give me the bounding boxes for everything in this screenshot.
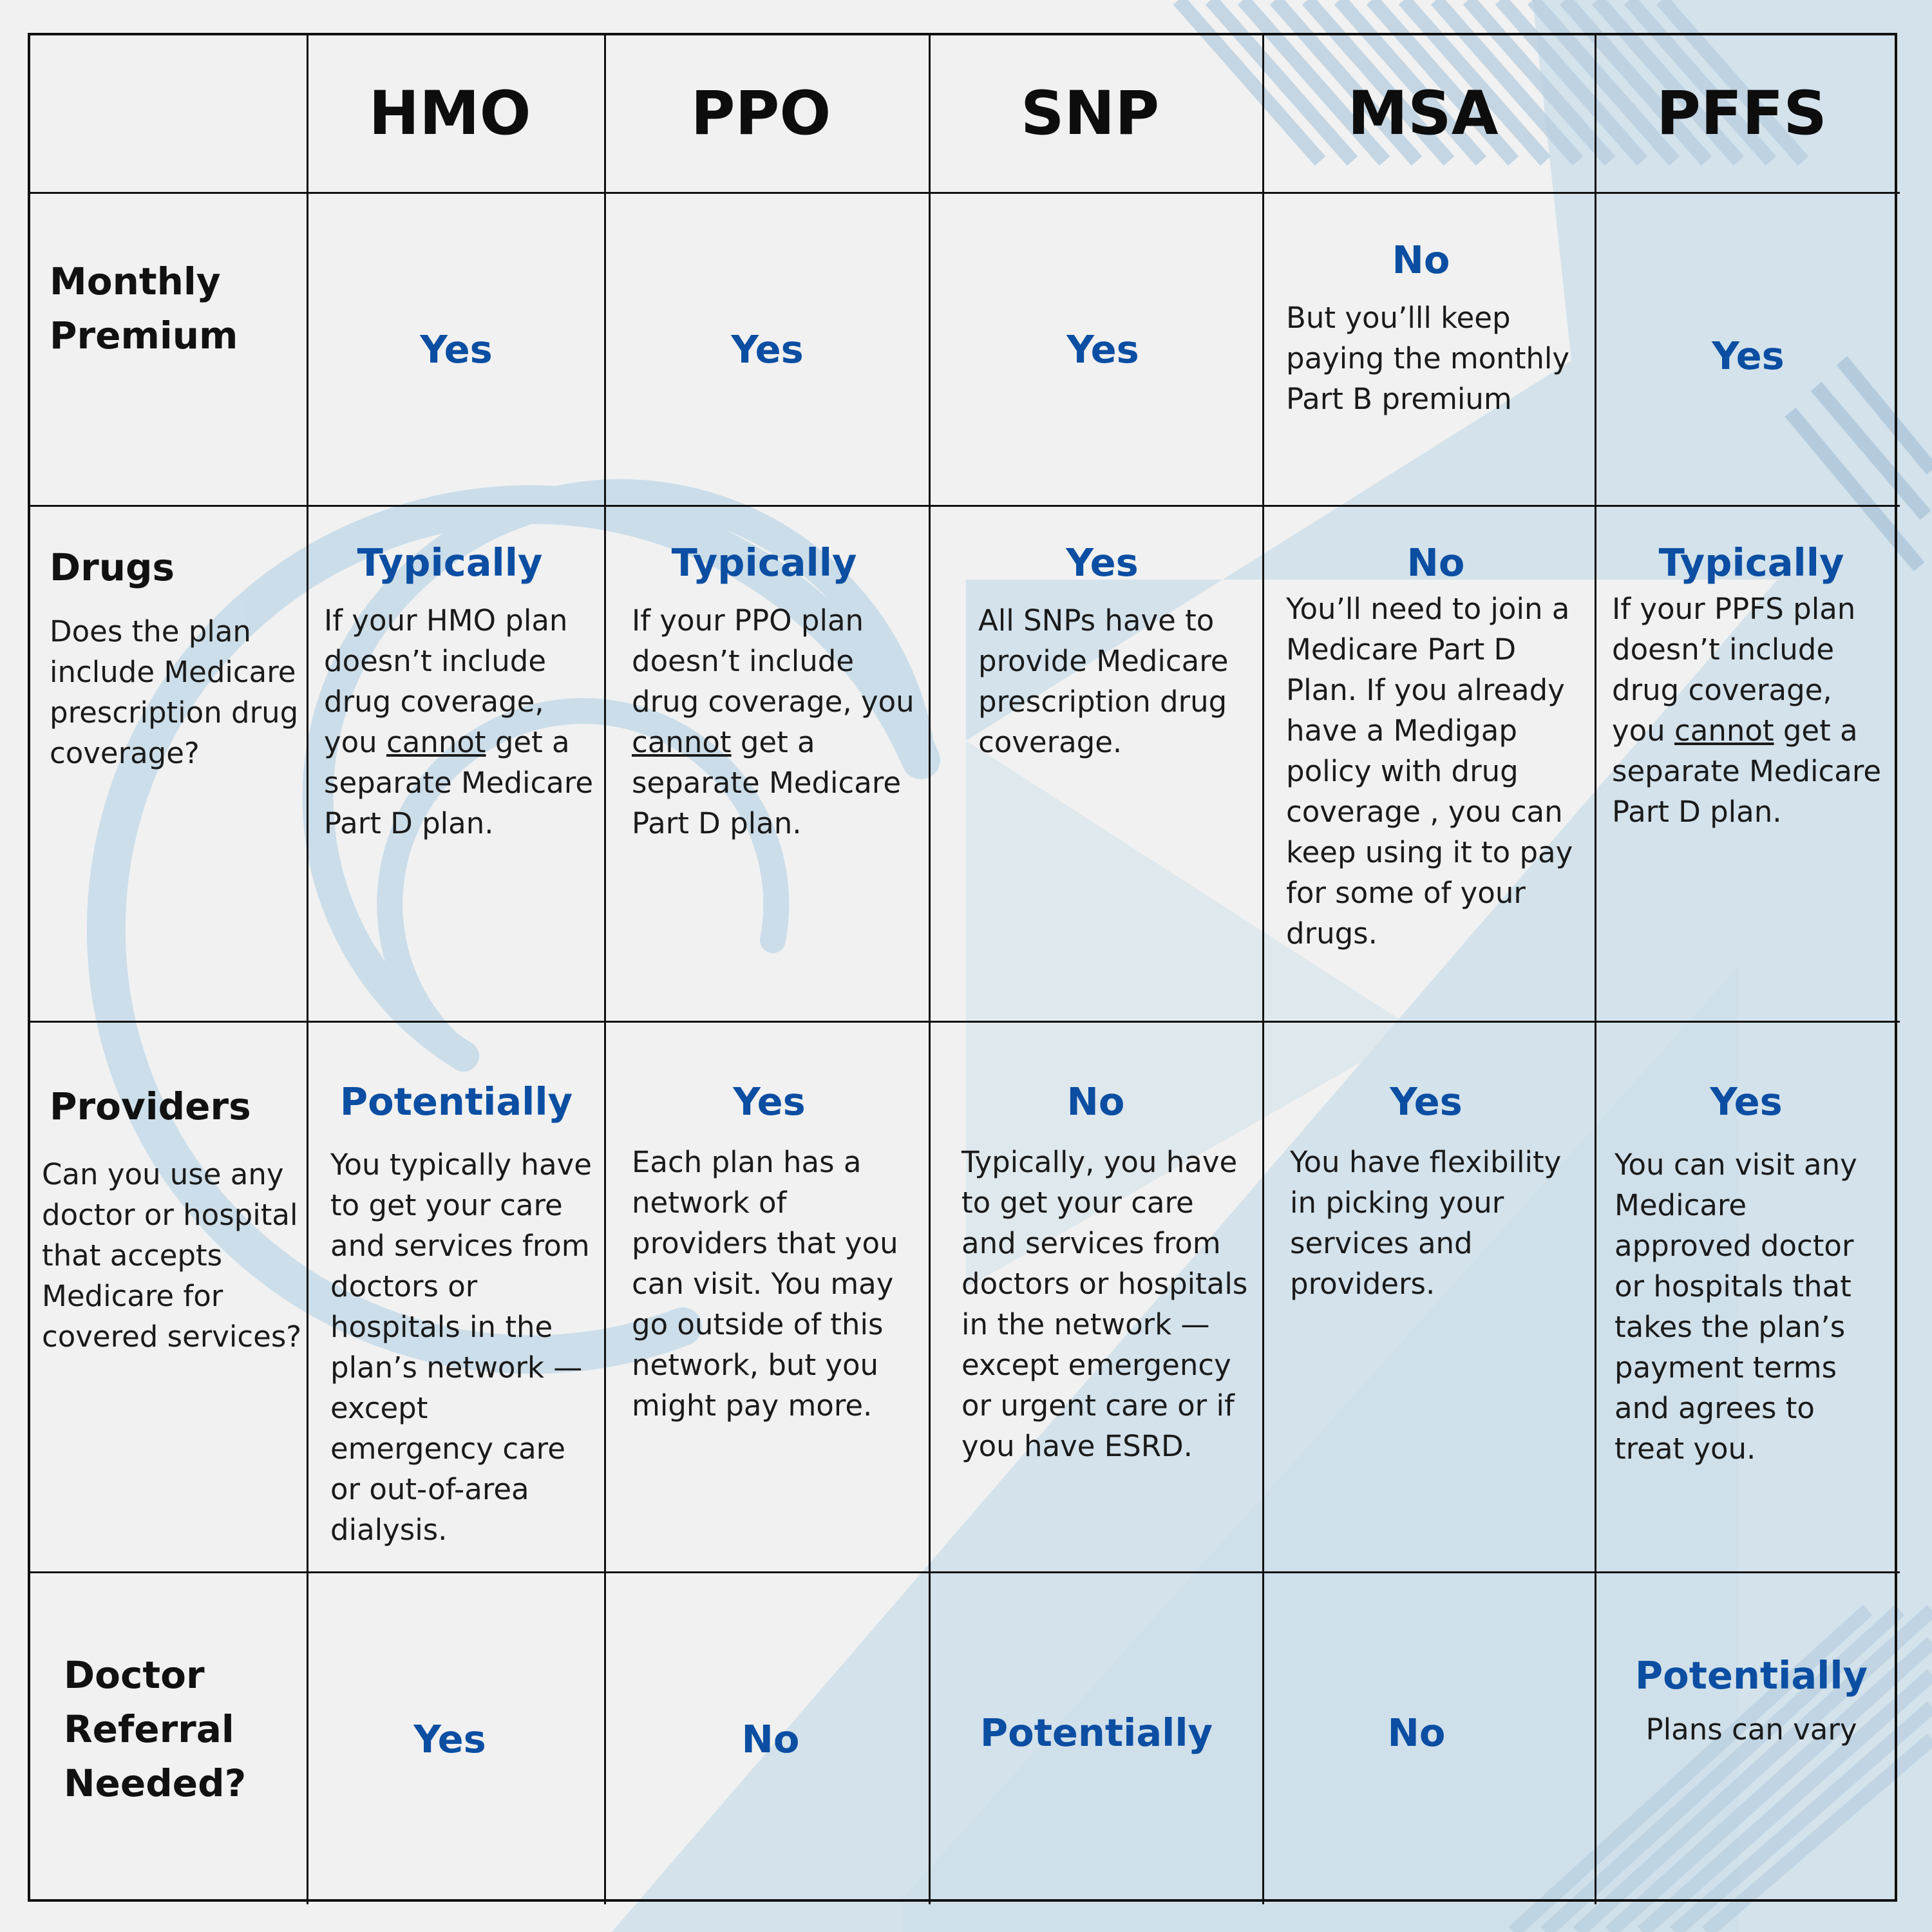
row-title: Drugs [50, 545, 175, 589]
providers-hmo: Potentially You typically have to get your care and services from doctors or hospitals in the plan’s network — except emergency care or out-of-area dialysis. [308, 1023, 606, 1573]
comparison-table [28, 33, 1897, 1902]
providers-ppo: Yes Each plan has a network of providers that you can visit. You may go outside of this network, but you might pay more. [606, 1023, 931, 1573]
premium-snp: Yes [931, 194, 1264, 507]
column-header-hmo: HMO [308, 35, 606, 194]
row-title: Providers [50, 1084, 251, 1128]
referral-pffs: Potentially Plans can vary [1634, 1653, 1868, 1747]
referral-hmo: Yes [308, 1573, 606, 1904]
premium-hmo: Yes [308, 194, 606, 507]
providers-msa: Yes You have flexibility in picking your services and providers. [1264, 1023, 1596, 1573]
referral-msa: No [1264, 1573, 1596, 1904]
column-header-pffs: PFFS [1596, 35, 1900, 194]
drugs-msa: No You’ll need to join a Medicare Part D Plan. If you already have a Medigap policy with drug coverage , you can keep using it to pay for some of your drugs. [1264, 507, 1596, 1023]
row-subtitle: Does the plan include Medicare prescription drug coverage? [50, 614, 299, 770]
drugs-snp: Yes All SNPs have to provide Medicare prescription drug coverage. [931, 507, 1264, 1023]
drugs-pffs: Typically If your PPFS plan doesn’t include drug coverage, you cannot get a separate Medicare Part D plan. [1596, 507, 1900, 1023]
drugs-ppo: Typically If your PPO plan doesn’t include drug coverage, you cannot get a separate Medicare Part D plan. [606, 507, 931, 1023]
row-label-drugs [30, 507, 308, 1023]
row-label-providers [30, 1023, 308, 1573]
column-header-msa: MSA [1264, 35, 1596, 194]
referral-snp: Potentially [931, 1573, 1264, 1904]
row-title: Monthly Premium [50, 260, 238, 357]
premium-msa: No But you’lll keep paying the monthly Part B premium [1264, 194, 1596, 507]
row-label-referral [30, 1573, 308, 1904]
providers-pffs: Yes You can visit any Medicare approved doctor or hospitals that takes the plan’s payment terms and agrees to treat you. [1596, 1023, 1900, 1573]
premium-pffs: Yes [1596, 194, 1900, 507]
premium-ppo: Yes [606, 194, 931, 507]
drugs-hmo: Typically If your HMO plan doesn’t include drug coverage, you cannot get a separate Medicare Part D plan. [308, 507, 606, 1023]
referral-ppo: No [606, 1573, 931, 1904]
providers-snp: No Typically, you have to get your care and services from doctors or hospitals in the network — except emergency or urgent care or if you have ESRD. [931, 1023, 1264, 1573]
row-label-premium [30, 194, 308, 507]
column-header-snp: SNP [931, 35, 1264, 194]
column-header-ppo: PPO [606, 35, 931, 194]
row-title: Doctor Referral Needed? [64, 1653, 247, 1805]
corner-cell [30, 35, 308, 194]
row-subtitle: Can you use any doctor or hospital that accepts Medicare for covered services? [42, 1157, 302, 1354]
